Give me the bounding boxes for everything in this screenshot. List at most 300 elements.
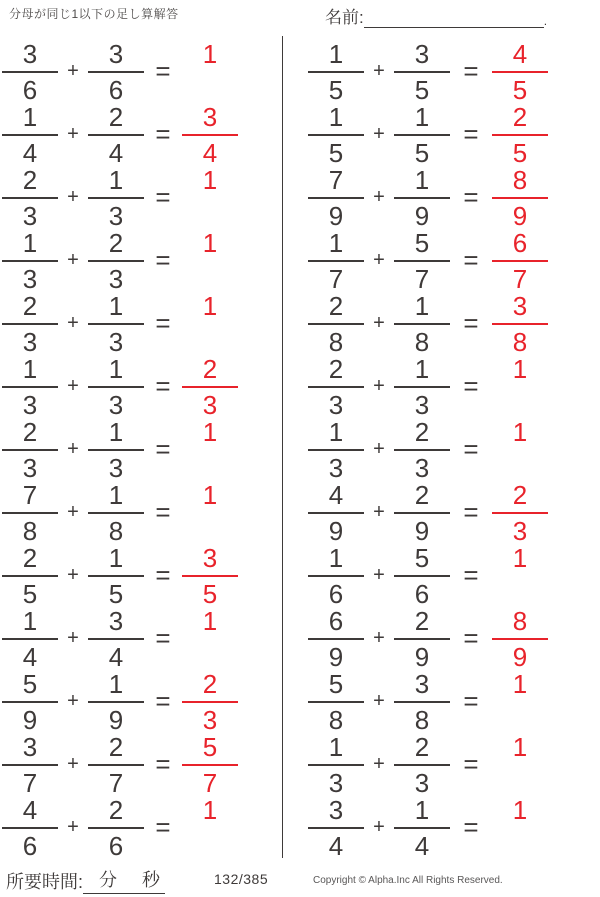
numerator-2: 1 <box>108 416 124 447</box>
denominator-2: 6 <box>108 74 124 105</box>
denominator-1: 9 <box>328 515 344 546</box>
numerator-2: 2 <box>108 731 124 762</box>
numerator-2: 1 <box>108 668 124 699</box>
fraction-addend-2 <box>88 794 144 861</box>
answer-value <box>182 605 238 666</box>
answer-value <box>492 416 548 477</box>
answer-numerator: 3 <box>512 290 528 321</box>
fraction-addend-1 <box>308 605 364 672</box>
elapsed-time-field <box>6 866 165 894</box>
answer-numerator: 8 <box>512 605 528 636</box>
numerator-1: 2 <box>22 290 38 321</box>
plus-sign: + <box>67 312 79 334</box>
answer-value <box>492 479 548 546</box>
numerator-2: 1 <box>108 290 124 321</box>
plus-sign: + <box>373 564 385 586</box>
equals-sign: = <box>463 686 479 716</box>
fraction-addend-2 <box>394 227 450 294</box>
denominator-2: 3 <box>108 200 124 231</box>
plus-sign: + <box>67 501 79 523</box>
fraction-addend-1 <box>308 668 364 735</box>
problem-row <box>308 481 558 544</box>
problem-row <box>308 607 558 670</box>
denominator-1: 3 <box>22 389 38 420</box>
answer-value <box>492 353 548 414</box>
equals-sign: = <box>463 497 479 527</box>
equals-sign: = <box>155 182 171 212</box>
problem-row <box>2 40 246 103</box>
denominator-1: 5 <box>22 578 38 609</box>
problem-row <box>308 544 558 607</box>
numerator-2: 1 <box>414 290 430 321</box>
problem-row <box>308 418 558 481</box>
denominator-1: 9 <box>328 641 344 672</box>
answer-value <box>492 38 548 105</box>
numerator-1: 7 <box>328 164 344 195</box>
denominator-2: 9 <box>414 200 430 231</box>
problem-row <box>308 355 558 418</box>
fraction-addend-2 <box>88 101 144 168</box>
problem-row <box>308 166 558 229</box>
denominator-1: 4 <box>22 641 38 672</box>
elapsed-time-blank-line <box>83 866 165 894</box>
answer-value <box>492 290 548 357</box>
name-blank-line <box>364 8 544 28</box>
numerator-2: 1 <box>414 164 430 195</box>
answer-value <box>492 668 548 729</box>
denominator-2: 6 <box>108 830 124 861</box>
denominator-1: 8 <box>22 515 38 546</box>
numerator-1: 6 <box>328 605 344 636</box>
fraction-addend-2 <box>88 164 144 231</box>
plus-sign: + <box>373 249 385 271</box>
denominator-1: 8 <box>328 704 344 735</box>
denominator-2: 8 <box>414 704 430 735</box>
denominator-1: 3 <box>328 767 344 798</box>
plus-sign: + <box>373 501 385 523</box>
numerator-2: 1 <box>414 794 430 825</box>
equals-sign: = <box>155 749 171 779</box>
problem-row <box>308 103 558 166</box>
answer-numerator: 2 <box>512 101 528 132</box>
numerator-2: 1 <box>414 101 430 132</box>
plus-sign: + <box>373 627 385 649</box>
numerator-1: 3 <box>22 731 38 762</box>
answer-numerator: 1 <box>202 290 218 321</box>
numerator-1: 2 <box>22 164 38 195</box>
equals-sign: = <box>463 245 479 275</box>
answer-value <box>182 542 238 609</box>
denominator-2: 8 <box>108 515 124 546</box>
denominator-1: 4 <box>22 137 38 168</box>
denominator-1: 3 <box>328 452 344 483</box>
denominator-1: 4 <box>328 830 344 861</box>
fraction-addend-2 <box>394 542 450 609</box>
numerator-1: 1 <box>328 101 344 132</box>
numerator-1: 1 <box>22 353 38 384</box>
plus-sign: + <box>67 627 79 649</box>
fraction-addend-2 <box>88 227 144 294</box>
denominator-2: 5 <box>414 74 430 105</box>
numerator-1: 3 <box>328 794 344 825</box>
fraction-addend-1 <box>308 164 364 231</box>
denominator-2: 3 <box>414 389 430 420</box>
numerator-1: 1 <box>328 227 344 258</box>
problem-row <box>308 796 558 859</box>
answer-numerator: 1 <box>512 731 528 762</box>
problem-row <box>2 418 246 481</box>
equals-sign: = <box>463 308 479 338</box>
numerator-1: 2 <box>328 290 344 321</box>
numerator-1: 5 <box>22 668 38 699</box>
equals-sign: = <box>155 686 171 716</box>
fraction-addend-2 <box>88 605 144 672</box>
fraction-addend-1 <box>2 227 58 294</box>
fraction-addend-1 <box>2 290 58 357</box>
answer-numerator: 1 <box>202 605 218 636</box>
answer-value <box>492 605 548 672</box>
answer-denominator: 8 <box>512 326 528 357</box>
denominator-1: 3 <box>22 452 38 483</box>
numerator-2: 1 <box>414 353 430 384</box>
numerator-1: 1 <box>22 101 38 132</box>
answer-numerator: 1 <box>202 479 218 510</box>
equals-sign: = <box>155 56 171 86</box>
fraction-addend-2 <box>88 542 144 609</box>
name-line-period: . <box>543 14 548 28</box>
equals-sign: = <box>155 623 171 653</box>
numerator-2: 2 <box>414 416 430 447</box>
answer-numerator: 2 <box>202 353 218 384</box>
denominator-2: 8 <box>414 326 430 357</box>
denominator-2: 3 <box>108 389 124 420</box>
fraction-addend-1 <box>2 164 58 231</box>
denominator-2: 3 <box>414 452 430 483</box>
numerator-1: 2 <box>328 353 344 384</box>
answer-denominator: 4 <box>202 137 218 168</box>
numerator-2: 5 <box>414 542 430 573</box>
plus-sign: + <box>67 123 79 145</box>
problem-row <box>308 292 558 355</box>
numerator-2: 1 <box>108 542 124 573</box>
answer-numerator: 1 <box>512 794 528 825</box>
fraction-addend-2 <box>394 479 450 546</box>
answer-numerator: 1 <box>202 164 218 195</box>
copyright-notice: Copyright © Alpha.Inc All Rights Reserved. <box>313 875 503 886</box>
answer-value <box>492 164 548 231</box>
denominator-1: 9 <box>22 704 38 735</box>
fraction-addend-1 <box>308 353 364 420</box>
answer-value <box>182 794 238 855</box>
equals-sign: = <box>155 560 171 590</box>
fraction-addend-1 <box>2 542 58 609</box>
answer-denominator: 3 <box>512 515 528 546</box>
fraction-addend-1 <box>2 794 58 861</box>
denominator-2: 5 <box>108 578 124 609</box>
answer-value <box>492 542 548 603</box>
name-label: 名前: <box>325 8 364 27</box>
fraction-addend-2 <box>88 479 144 546</box>
seconds-label: 秒 <box>142 870 161 890</box>
answer-value <box>182 416 238 477</box>
numerator-1: 4 <box>328 479 344 510</box>
fraction-addend-2 <box>88 731 144 798</box>
equals-sign: = <box>463 56 479 86</box>
page-title: 分母が同じ1以下の足し算解答 <box>9 7 179 21</box>
answer-value <box>182 353 238 420</box>
denominator-2: 7 <box>108 767 124 798</box>
fraction-addend-1 <box>2 38 58 105</box>
answer-denominator: 3 <box>202 389 218 420</box>
numerator-2: 3 <box>108 38 124 69</box>
answer-value <box>182 479 238 540</box>
fraction-addend-2 <box>394 794 450 861</box>
problem-row <box>2 292 246 355</box>
plus-sign: + <box>67 249 79 271</box>
fraction-addend-2 <box>394 416 450 483</box>
answer-value <box>492 101 548 168</box>
problem-row <box>308 670 558 733</box>
fraction-addend-2 <box>88 353 144 420</box>
problem-row <box>2 607 246 670</box>
answer-numerator: 1 <box>202 416 218 447</box>
plus-sign: + <box>67 438 79 460</box>
denominator-2: 3 <box>108 452 124 483</box>
plus-sign: + <box>67 816 79 838</box>
equals-sign: = <box>463 371 479 401</box>
fraction-addend-1 <box>308 416 364 483</box>
answer-numerator: 6 <box>512 227 528 258</box>
plus-sign: + <box>67 564 79 586</box>
fraction-addend-1 <box>2 353 58 420</box>
denominator-2: 4 <box>108 137 124 168</box>
problems-column-right <box>308 40 558 859</box>
answer-numerator: 1 <box>512 542 528 573</box>
answer-numerator: 1 <box>202 38 218 69</box>
answer-value <box>492 794 548 855</box>
numerator-1: 7 <box>22 479 38 510</box>
denominator-1: 6 <box>22 74 38 105</box>
fraction-addend-1 <box>2 605 58 672</box>
numerator-1: 1 <box>328 38 344 69</box>
fraction-addend-1 <box>2 731 58 798</box>
answer-denominator: 7 <box>512 263 528 294</box>
problem-row <box>2 796 246 859</box>
denominator-2: 5 <box>414 137 430 168</box>
numerator-2: 2 <box>108 227 124 258</box>
fraction-addend-1 <box>308 731 364 798</box>
equals-sign: = <box>155 308 171 338</box>
fraction-addend-1 <box>2 479 58 546</box>
answer-denominator: 5 <box>202 578 218 609</box>
plus-sign: + <box>373 375 385 397</box>
answer-denominator: 9 <box>512 200 528 231</box>
denominator-2: 3 <box>414 767 430 798</box>
fraction-addend-2 <box>88 416 144 483</box>
fraction-addend-2 <box>394 731 450 798</box>
problem-row <box>308 733 558 796</box>
denominator-1: 9 <box>328 200 344 231</box>
numerator-1: 1 <box>22 605 38 636</box>
fraction-addend-1 <box>308 227 364 294</box>
plus-sign: + <box>373 816 385 838</box>
equals-sign: = <box>463 749 479 779</box>
fraction-addend-1 <box>308 794 364 861</box>
plus-sign: + <box>373 60 385 82</box>
fraction-addend-1 <box>308 290 364 357</box>
equals-sign: = <box>155 497 171 527</box>
problem-row <box>2 166 246 229</box>
denominator-2: 7 <box>414 263 430 294</box>
numerator-2: 2 <box>414 605 430 636</box>
numerator-1: 5 <box>328 668 344 699</box>
plus-sign: + <box>67 690 79 712</box>
equals-sign: = <box>155 245 171 275</box>
denominator-1: 3 <box>22 200 38 231</box>
numerator-1: 4 <box>22 794 38 825</box>
problem-row <box>2 355 246 418</box>
denominator-2: 9 <box>414 515 430 546</box>
equals-sign: = <box>155 812 171 842</box>
problems-column-left <box>2 40 246 859</box>
numerator-1: 2 <box>22 416 38 447</box>
denominator-2: 4 <box>414 830 430 861</box>
name-field <box>325 3 547 28</box>
answer-numerator: 1 <box>512 416 528 447</box>
numerator-2: 3 <box>108 605 124 636</box>
equals-sign: = <box>155 371 171 401</box>
plus-sign: + <box>373 312 385 334</box>
answer-value <box>182 668 238 735</box>
minutes-label: 分 <box>99 870 118 890</box>
denominator-1: 7 <box>328 263 344 294</box>
denominator-1: 8 <box>328 326 344 357</box>
problem-row <box>2 544 246 607</box>
fraction-addend-2 <box>88 38 144 105</box>
numerator-1: 2 <box>22 542 38 573</box>
denominator-1: 3 <box>22 326 38 357</box>
fraction-addend-2 <box>88 290 144 357</box>
plus-sign: + <box>67 753 79 775</box>
problem-row <box>2 481 246 544</box>
equals-sign: = <box>463 119 479 149</box>
equals-sign: = <box>463 560 479 590</box>
answer-numerator: 5 <box>202 731 218 762</box>
fraction-addend-2 <box>394 605 450 672</box>
answer-numerator: 2 <box>512 479 528 510</box>
answer-value <box>182 290 238 351</box>
problem-row <box>2 229 246 292</box>
denominator-2: 3 <box>108 326 124 357</box>
denominator-1: 7 <box>22 767 38 798</box>
plus-sign: + <box>373 438 385 460</box>
denominator-1: 6 <box>22 830 38 861</box>
denominator-2: 4 <box>108 641 124 672</box>
answer-value <box>492 731 548 792</box>
denominator-1: 6 <box>328 578 344 609</box>
problem-row <box>2 670 246 733</box>
fraction-addend-2 <box>394 38 450 105</box>
fraction-addend-2 <box>394 353 450 420</box>
answer-denominator: 5 <box>512 74 528 105</box>
denominator-1: 3 <box>22 263 38 294</box>
fraction-addend-1 <box>2 668 58 735</box>
numerator-2: 2 <box>108 101 124 132</box>
equals-sign: = <box>463 623 479 653</box>
elapsed-time-label: 所要時間: <box>6 872 84 892</box>
fraction-addend-2 <box>394 290 450 357</box>
answer-numerator: 1 <box>512 353 528 384</box>
problem-row <box>308 40 558 103</box>
equals-sign: = <box>463 812 479 842</box>
fraction-addend-1 <box>308 479 364 546</box>
column-divider <box>282 36 283 858</box>
answer-numerator: 1 <box>202 227 218 258</box>
numerator-2: 2 <box>414 731 430 762</box>
fraction-addend-2 <box>394 101 450 168</box>
numerator-2: 5 <box>414 227 430 258</box>
answer-value <box>182 227 238 288</box>
page-counter: 132/385 <box>214 871 269 887</box>
denominator-1: 5 <box>328 137 344 168</box>
equals-sign: = <box>155 434 171 464</box>
numerator-1: 1 <box>328 731 344 762</box>
numerator-2: 1 <box>108 353 124 384</box>
plus-sign: + <box>67 60 79 82</box>
denominator-2: 9 <box>414 641 430 672</box>
numerator-2: 3 <box>414 668 430 699</box>
equals-sign: = <box>463 434 479 464</box>
answer-value <box>492 227 548 294</box>
answer-denominator: 7 <box>202 767 218 798</box>
answer-denominator: 9 <box>512 641 528 672</box>
plus-sign: + <box>67 375 79 397</box>
plus-sign: + <box>67 186 79 208</box>
fraction-addend-1 <box>308 542 364 609</box>
numerator-2: 1 <box>108 164 124 195</box>
answer-numerator: 3 <box>202 542 218 573</box>
answer-denominator: 3 <box>202 704 218 735</box>
fraction-addend-2 <box>394 668 450 735</box>
answer-numerator: 1 <box>512 668 528 699</box>
answer-value <box>182 731 238 798</box>
answer-numerator: 4 <box>512 38 528 69</box>
problem-row <box>2 733 246 796</box>
numerator-1: 1 <box>328 416 344 447</box>
fraction-addend-1 <box>308 101 364 168</box>
numerator-1: 3 <box>22 38 38 69</box>
fraction-addend-2 <box>394 164 450 231</box>
problem-row <box>2 103 246 166</box>
denominator-1: 3 <box>328 389 344 420</box>
answer-numerator: 2 <box>202 668 218 699</box>
answer-denominator: 5 <box>512 137 528 168</box>
numerator-1: 1 <box>328 542 344 573</box>
plus-sign: + <box>373 690 385 712</box>
fraction-addend-1 <box>2 101 58 168</box>
plus-sign: + <box>373 123 385 145</box>
equals-sign: = <box>155 119 171 149</box>
answer-numerator: 8 <box>512 164 528 195</box>
denominator-2: 3 <box>108 263 124 294</box>
answer-numerator: 1 <box>202 794 218 825</box>
problem-row <box>308 229 558 292</box>
numerator-1: 1 <box>22 227 38 258</box>
fraction-addend-2 <box>88 668 144 735</box>
answer-value <box>182 164 238 225</box>
equals-sign: = <box>463 182 479 212</box>
answer-numerator: 3 <box>202 101 218 132</box>
